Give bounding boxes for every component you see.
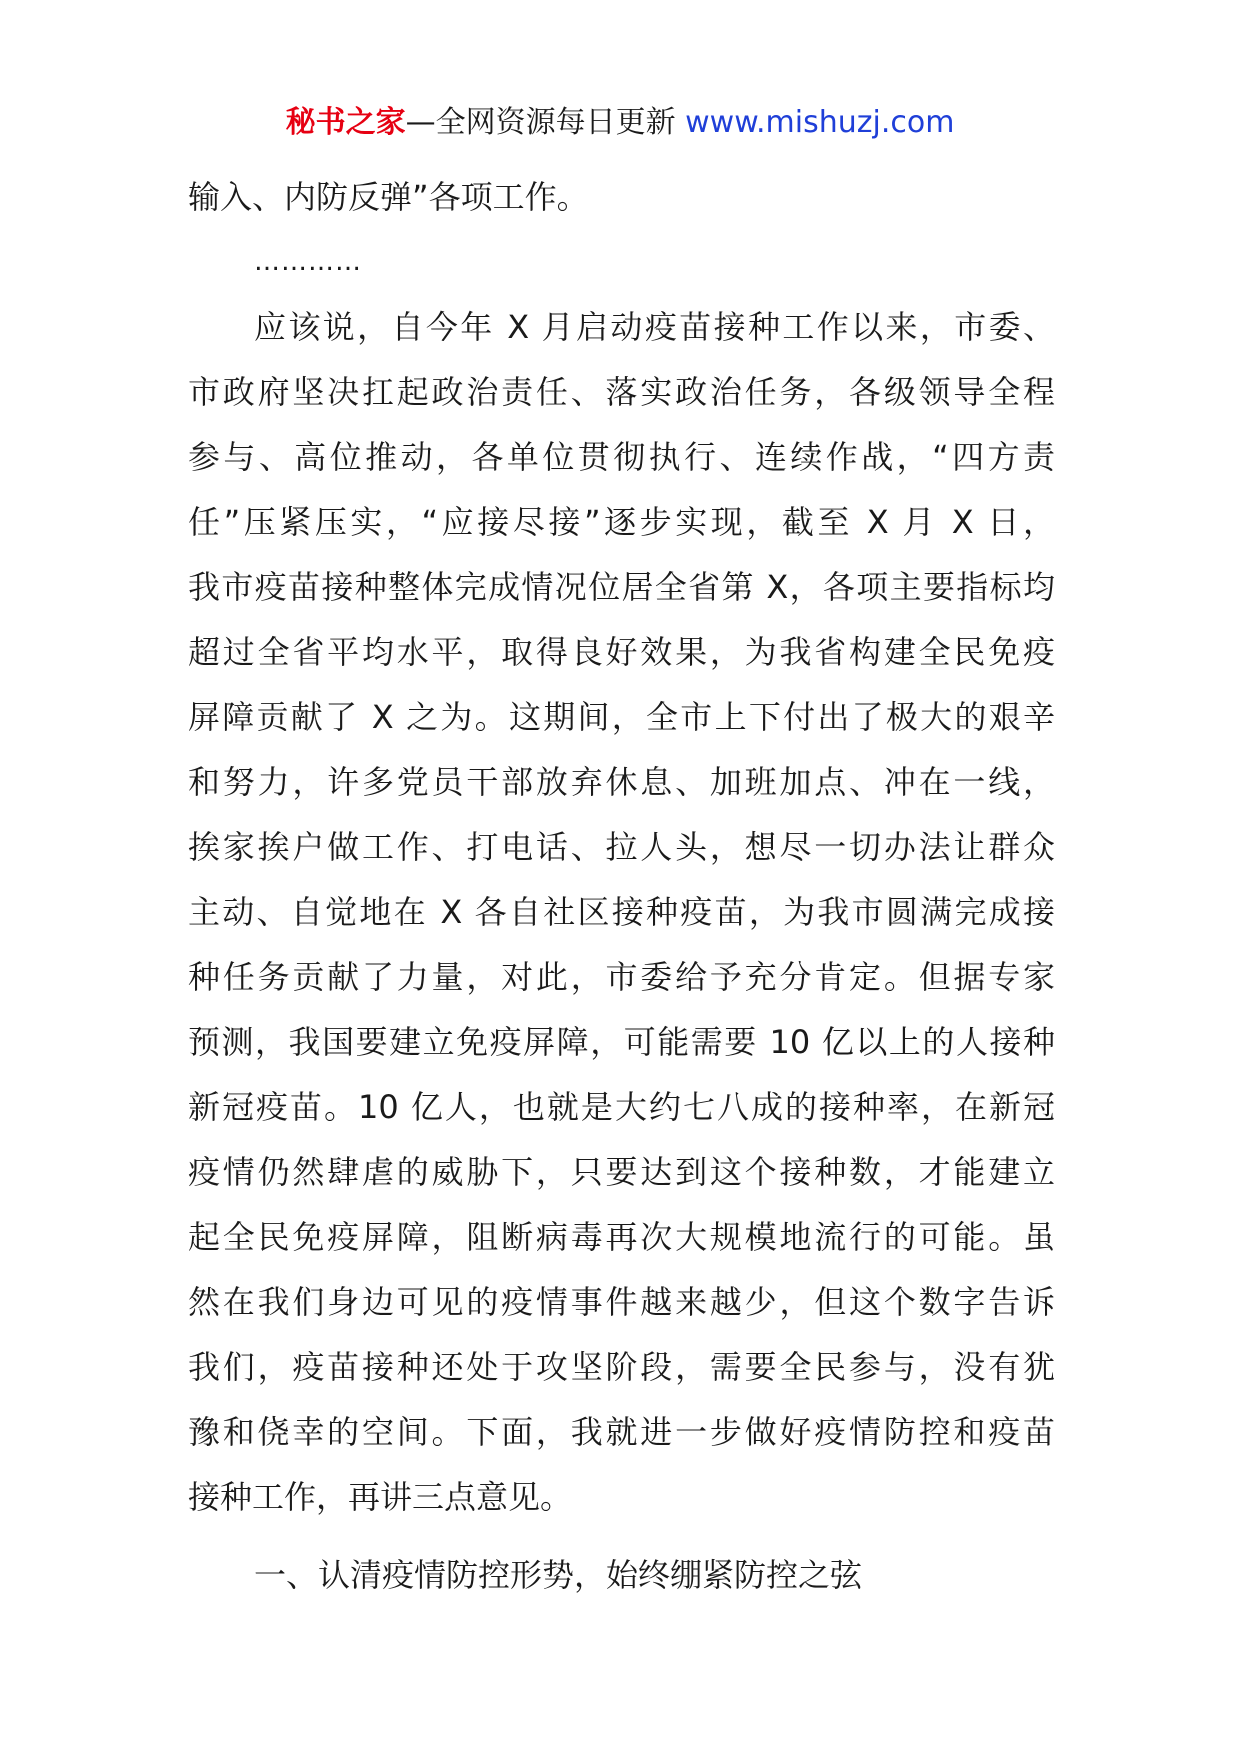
paragraph [188, 295, 1055, 1530]
site-header [0, 100, 1240, 146]
paragraph-line: 参与、高位推动，各单位贯彻执行、连续作战，“四方责 [188, 438, 1055, 476]
paragraph-line: 应该说，自今年 X 月启动疫苗接种工作以来，市委、 [254, 308, 1055, 346]
paragraph-line: 挨家挨户做工作、打电话、拉人头，想尽一切办法让群众 [188, 828, 1055, 866]
paragraph-line: 超过全省平均水平，取得良好效果，为我省构建全民免疫 [188, 633, 1055, 671]
paragraph-line: 任”压紧压实，“应接尽接”逐步实现，截至 X 月 X 日， [188, 503, 1055, 541]
paragraph-line: 我市疫苗接种整体完成情况位居全省第 X，各项主要指标均 [188, 568, 1055, 606]
paragraph-line: 接种工作，再讲三点意见。 [188, 1478, 573, 1516]
paragraph-line: 疫情仍然肆虐的威胁下，只要达到这个接种数，才能建立 [188, 1153, 1055, 1191]
header-tagline: —全网资源每日更新 [405, 105, 676, 140]
paragraph-line: 然在我们身边可见的疫情事件越来越少，但这个数字告诉 [188, 1283, 1055, 1321]
paragraph-line: 预测，我国要建立免疫屏障，可能需要 10 亿以上的人接种 [188, 1023, 1055, 1061]
paragraph-line: 种任务贡献了力量，对此，市委给予充分肯定。但据专家 [188, 958, 1055, 996]
continued-line: 输入、内防反弹”各项工作。 [188, 178, 589, 216]
ellipsis: ………… [254, 247, 362, 277]
paragraph-line: 屏障贡献了 X 之为。这期间，全市上下付出了极大的艰辛 [188, 698, 1055, 736]
brand-name: 秘书之家 [285, 105, 406, 140]
paragraph-line: 主动、自觉地在 X 各自社区接种疫苗，为我市圆满完成接 [188, 893, 1055, 931]
section-heading: 一、认清疫情防控形势，始终绷紧防控之弦 [254, 1556, 863, 1594]
paragraph-line: 豫和侥幸的空间。下面，我就进一步做好疫情防控和疫苗 [188, 1413, 1055, 1451]
document-body [188, 165, 1055, 1608]
paragraph-line: 市政府坚决扛起政治责任、落实政治任务，各级领导全程 [188, 373, 1055, 411]
paragraph-line: 和努力，许多党员干部放弃休息、加班加点、冲在一线， [188, 763, 1055, 801]
paragraph-line: 我们，疫苗接种还处于攻坚阶段，需要全民参与，没有犹 [188, 1348, 1055, 1386]
paragraph-line: 新冠疫苗。10 亿人，也就是大约七八成的接种率，在新冠 [188, 1088, 1055, 1126]
site-url[interactable]: www.mishuzj.com [685, 105, 955, 140]
paragraph-line: 起全民免疫屏障，阻断病毒再次大规模地流行的可能。虽 [188, 1218, 1055, 1256]
